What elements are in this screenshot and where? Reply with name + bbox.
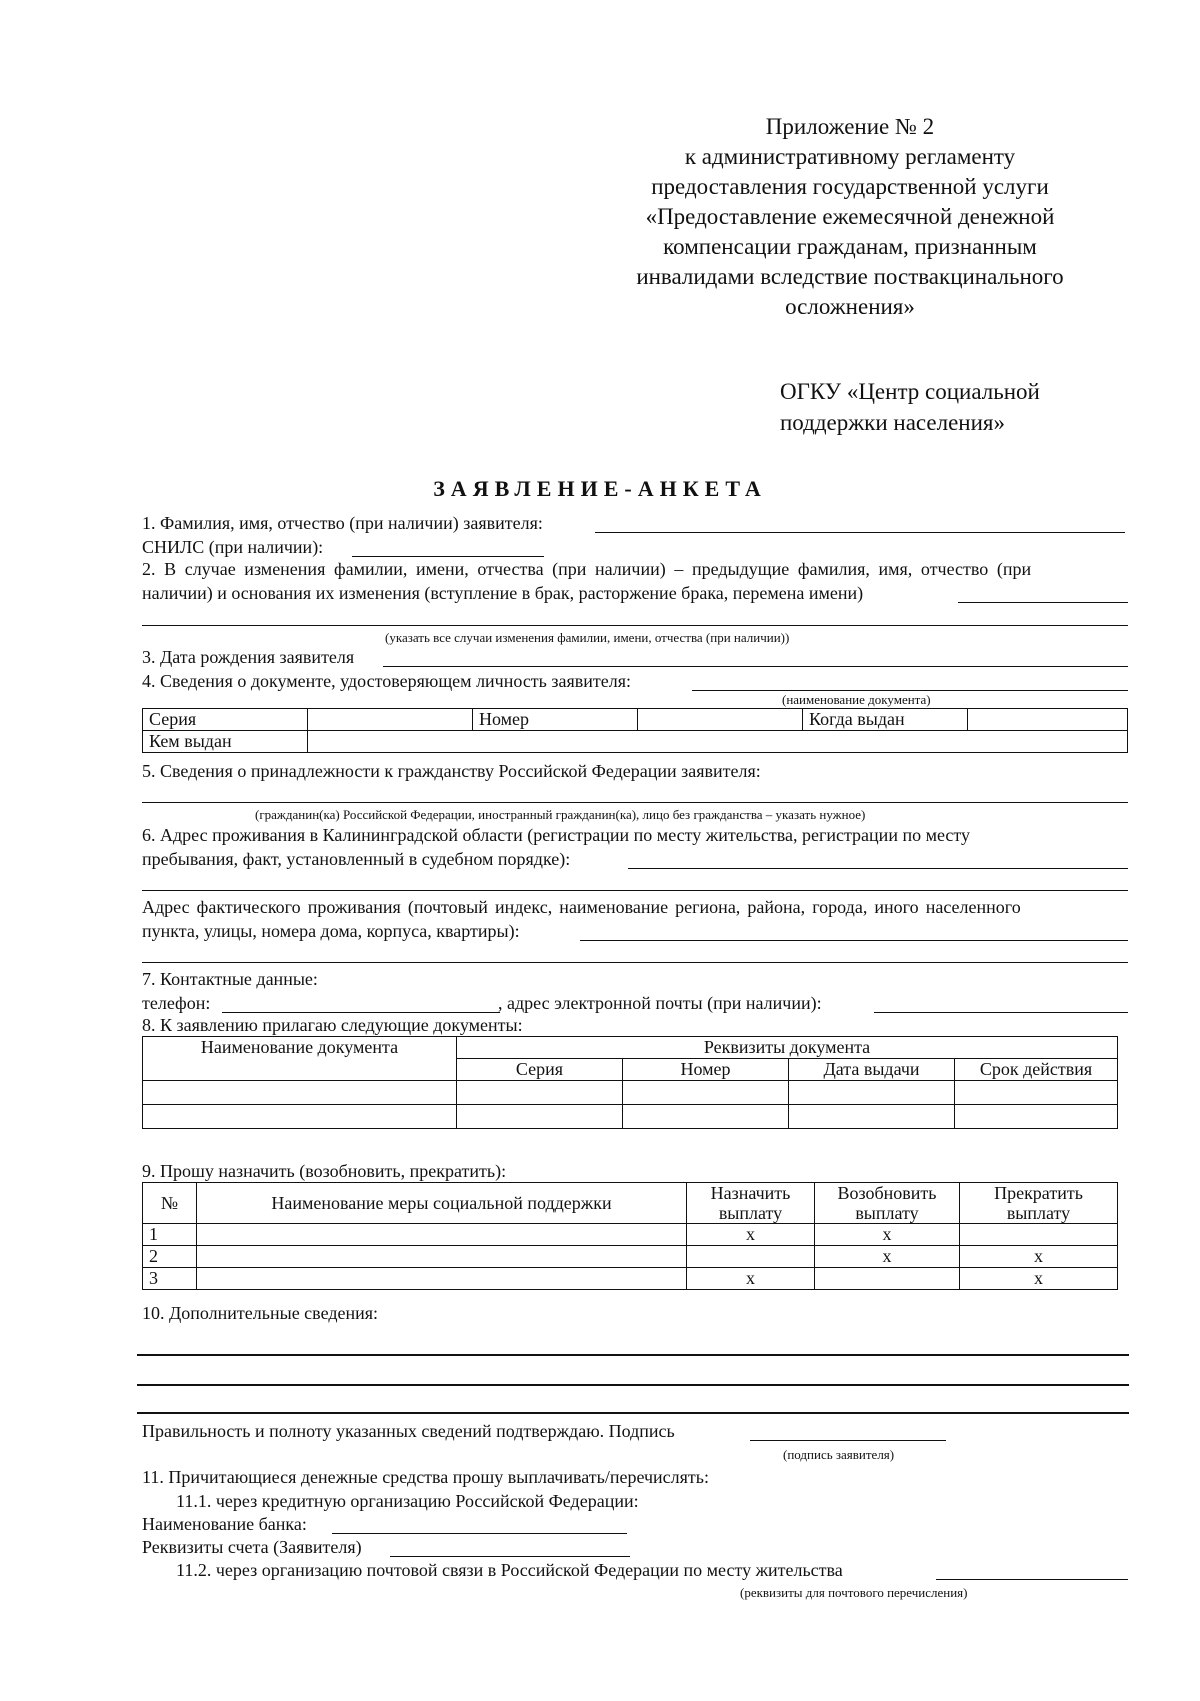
table-row <box>143 1246 1118 1268</box>
s11-p1: 11.1. через кредитную организацию Российской Федерации: <box>176 1491 639 1511</box>
measure-assign-header-line-1: Назначить <box>710 1183 791 1203</box>
documents-header-row-1 <box>143 1037 1118 1059</box>
measure-no: 3 <box>143 1268 197 1290</box>
s5-hint: (гражданин(ка) Российской Федерации, иностранный гражданин(ка), лицо без гражданства – указать нужное) <box>255 807 866 822</box>
s1-fio-field[interactable] <box>595 532 1125 533</box>
s4-label: 4. Сведения о документе, удостоверяющем личность заявителя: <box>142 671 632 691</box>
measure-stop-cell[interactable] <box>960 1224 1118 1246</box>
birth-date-field[interactable] <box>383 666 1128 667</box>
doc-req-header: Реквизиты документа <box>457 1037 1118 1059</box>
doc-nomer-header: Номер <box>623 1059 789 1081</box>
s11-p2: 11.2. через организацию почтовой связи в Российской Федерации по месту жительства <box>176 1560 843 1580</box>
appendix-line-2: к административному регламенту <box>684 144 1016 169</box>
doc-name-header: Наименование документа <box>143 1037 457 1081</box>
issued-by-label: Кем выдан <box>143 731 308 753</box>
when-label: Когда выдан <box>803 709 968 731</box>
form-title: ЗАЯВЛЕНИЕ-АНКЕТА <box>433 476 767 501</box>
nomer-label: Номер <box>473 709 638 731</box>
s2-line-1: 2. В случае изменения фамилии, имени, отчества (при наличии) – предыдущие фамилия, имя, отчество (при <box>142 559 1032 579</box>
measure-assign-cell[interactable]: x <box>687 1224 815 1246</box>
s8-label: 8. К заявлению прилагаю следующие документы: <box>142 1015 523 1035</box>
doc-cell[interactable] <box>955 1105 1118 1129</box>
id-doc-table <box>142 708 1128 753</box>
measure-name-header: Наименование меры социальной поддержки <box>197 1183 687 1224</box>
s2-line-2: наличии) и основания их изменения (вступление в брак, расторжение брака, перемена имени) <box>142 583 864 603</box>
appendix-line-4: «Предоставление ежемесячной денежной <box>645 204 1055 229</box>
measures-table <box>142 1182 1118 1290</box>
s6-fact-line-1: Адрес фактического проживания (почтовый индекс, наименование региона, района, города, иного населенного <box>142 897 1021 917</box>
registration-address-field-b[interactable] <box>142 890 1128 891</box>
s1-label: 1. Фамилия, имя, отчество (при наличии) заявителя: <box>142 513 543 533</box>
phone-label: телефон: <box>142 993 211 1013</box>
additional-info-line-1[interactable] <box>137 1354 1129 1356</box>
measure-stop-header-line-2: выплату <box>1006 1203 1071 1223</box>
s6-fact-line-2: пункта, улицы, номера дома, корпуса, квартиры): <box>142 921 520 941</box>
id-doc-row-2 <box>143 731 1128 753</box>
s9-label: 9. Прошу назначить (возобновить, прекратить): <box>142 1161 507 1181</box>
s3-label: 3. Дата рождения заявителя <box>142 647 355 667</box>
seria-label: Серия <box>143 709 308 731</box>
measure-assign-cell[interactable]: x <box>687 1268 815 1290</box>
doc-cell[interactable] <box>143 1081 457 1105</box>
doc-seria-header: Серия <box>457 1059 623 1081</box>
email-label: , адрес электронной почты (при наличии): <box>498 993 822 1013</box>
snils-field[interactable] <box>352 556 544 557</box>
s4-hint: (наименование документа) <box>782 692 931 707</box>
measure-no-header: № <box>143 1183 197 1224</box>
s11-label: 11. Причитающиеся денежные средства прошу выплачивать/перечислять: <box>142 1467 709 1487</box>
s7-label: 7. Контактные данные: <box>142 969 318 989</box>
measure-resume-cell[interactable]: x <box>815 1246 960 1268</box>
doc-date-header: Дата выдачи <box>789 1059 955 1081</box>
s6-line-1: 6. Адрес проживания в Калининградской области (регистрации по месту жительства, регистрации по месту <box>142 825 971 845</box>
account-field[interactable] <box>390 1556 630 1557</box>
appendix-line-6: инвалидами вследствие поствакцинального <box>636 264 1064 289</box>
recipient-line-1: ОГКУ «Центр социальной <box>780 379 1040 404</box>
nomer-cell[interactable] <box>638 709 803 731</box>
doc-cell[interactable] <box>457 1105 623 1129</box>
measure-name-cell[interactable] <box>197 1224 687 1246</box>
signature-hint: (подпись заявителя) <box>783 1447 895 1462</box>
seria-cell[interactable] <box>308 709 473 731</box>
doc-cell[interactable] <box>789 1081 955 1105</box>
measure-assign-cell[interactable] <box>687 1246 815 1268</box>
s6-line-2: пребывания, факт, установленный в судебном порядке): <box>142 849 571 869</box>
measure-resume-cell[interactable]: x <box>815 1224 960 1246</box>
postal-hint: (реквизиты для почтового перечисления) <box>740 1585 968 1600</box>
when-cell[interactable] <box>968 709 1128 731</box>
appendix-line-5: компенсации гражданам, признанным <box>663 234 1037 259</box>
signature-field[interactable] <box>750 1440 946 1441</box>
recipient-line-2: поддержки населения» <box>780 410 1005 435</box>
appendix-line-7: осложнения» <box>785 294 915 319</box>
phone-field[interactable] <box>222 1012 500 1013</box>
measures-header-row <box>143 1183 1118 1224</box>
appendix-line-3: предоставления государственной услуги <box>651 174 1049 199</box>
table-row <box>143 1081 1118 1105</box>
appendix-line-1: Приложение № 2 <box>765 114 935 139</box>
citizenship-field[interactable] <box>142 802 1128 803</box>
measure-stop-header <box>960 1183 1118 1224</box>
doc-cell[interactable] <box>143 1105 457 1129</box>
doc-cell[interactable] <box>789 1105 955 1129</box>
table-row <box>143 1268 1118 1290</box>
doc-cell[interactable] <box>623 1081 789 1105</box>
documents-table <box>142 1036 1118 1129</box>
email-field[interactable] <box>874 1012 1128 1013</box>
measure-resume-header <box>815 1183 960 1224</box>
measure-no: 2 <box>143 1246 197 1268</box>
doc-cell[interactable] <box>457 1081 623 1105</box>
s10-label: 10. Дополнительные сведения: <box>142 1303 379 1323</box>
doc-term-header: Срок действия <box>955 1059 1118 1081</box>
confirm-text: Правильность и полноту указанных сведений подтверждаю. Подпись <box>142 1421 675 1441</box>
s1-snils-label: СНИЛС (при наличии): <box>142 537 324 557</box>
s2-hint: (указать все случаи изменения фамилии, имени, отчества (при наличии)) <box>385 630 790 645</box>
measure-name-cell[interactable] <box>197 1246 687 1268</box>
additional-info-line-3[interactable] <box>137 1412 1129 1414</box>
postal-field[interactable] <box>936 1579 1128 1580</box>
bank-field[interactable] <box>332 1533 627 1534</box>
measure-no: 1 <box>143 1224 197 1246</box>
id-doc-row-1 <box>143 709 1128 731</box>
account-label: Реквизиты счета (Заявителя) <box>142 1537 362 1557</box>
doc-cell[interactable] <box>955 1081 1118 1105</box>
id-doc-field[interactable] <box>692 690 1128 691</box>
table-row <box>143 1224 1118 1246</box>
measure-assign-header-line-2: выплату <box>718 1203 783 1223</box>
recipient-block <box>780 376 1040 438</box>
issued-by-cell[interactable] <box>308 731 1128 753</box>
measure-stop-cell[interactable]: x <box>960 1246 1118 1268</box>
s5-label: 5. Сведения о принадлежности к гражданству Российской Федерации заявителя: <box>142 761 761 781</box>
additional-info-line-2[interactable] <box>137 1384 1129 1386</box>
measure-resume-header-line-2: выплату <box>855 1203 919 1223</box>
measure-assign-header <box>687 1183 815 1224</box>
measure-name-cell[interactable] <box>197 1268 687 1290</box>
measure-stop-header-line-1: Прекратить <box>994 1183 1083 1203</box>
s2-field-a[interactable] <box>958 602 1128 603</box>
measure-resume-header-line-1: Возобновить <box>837 1183 937 1203</box>
s2-field-b[interactable] <box>142 625 1128 626</box>
registration-address-field-a[interactable] <box>628 868 1128 869</box>
appendix-block <box>600 112 1100 322</box>
doc-cell[interactable] <box>623 1105 789 1129</box>
actual-address-field-b[interactable] <box>142 962 1128 963</box>
measure-resume-cell[interactable] <box>815 1268 960 1290</box>
bank-label: Наименование банка: <box>142 1514 307 1534</box>
measure-stop-cell[interactable]: x <box>960 1268 1118 1290</box>
actual-address-field-a[interactable] <box>580 940 1128 941</box>
table-row <box>143 1105 1118 1129</box>
